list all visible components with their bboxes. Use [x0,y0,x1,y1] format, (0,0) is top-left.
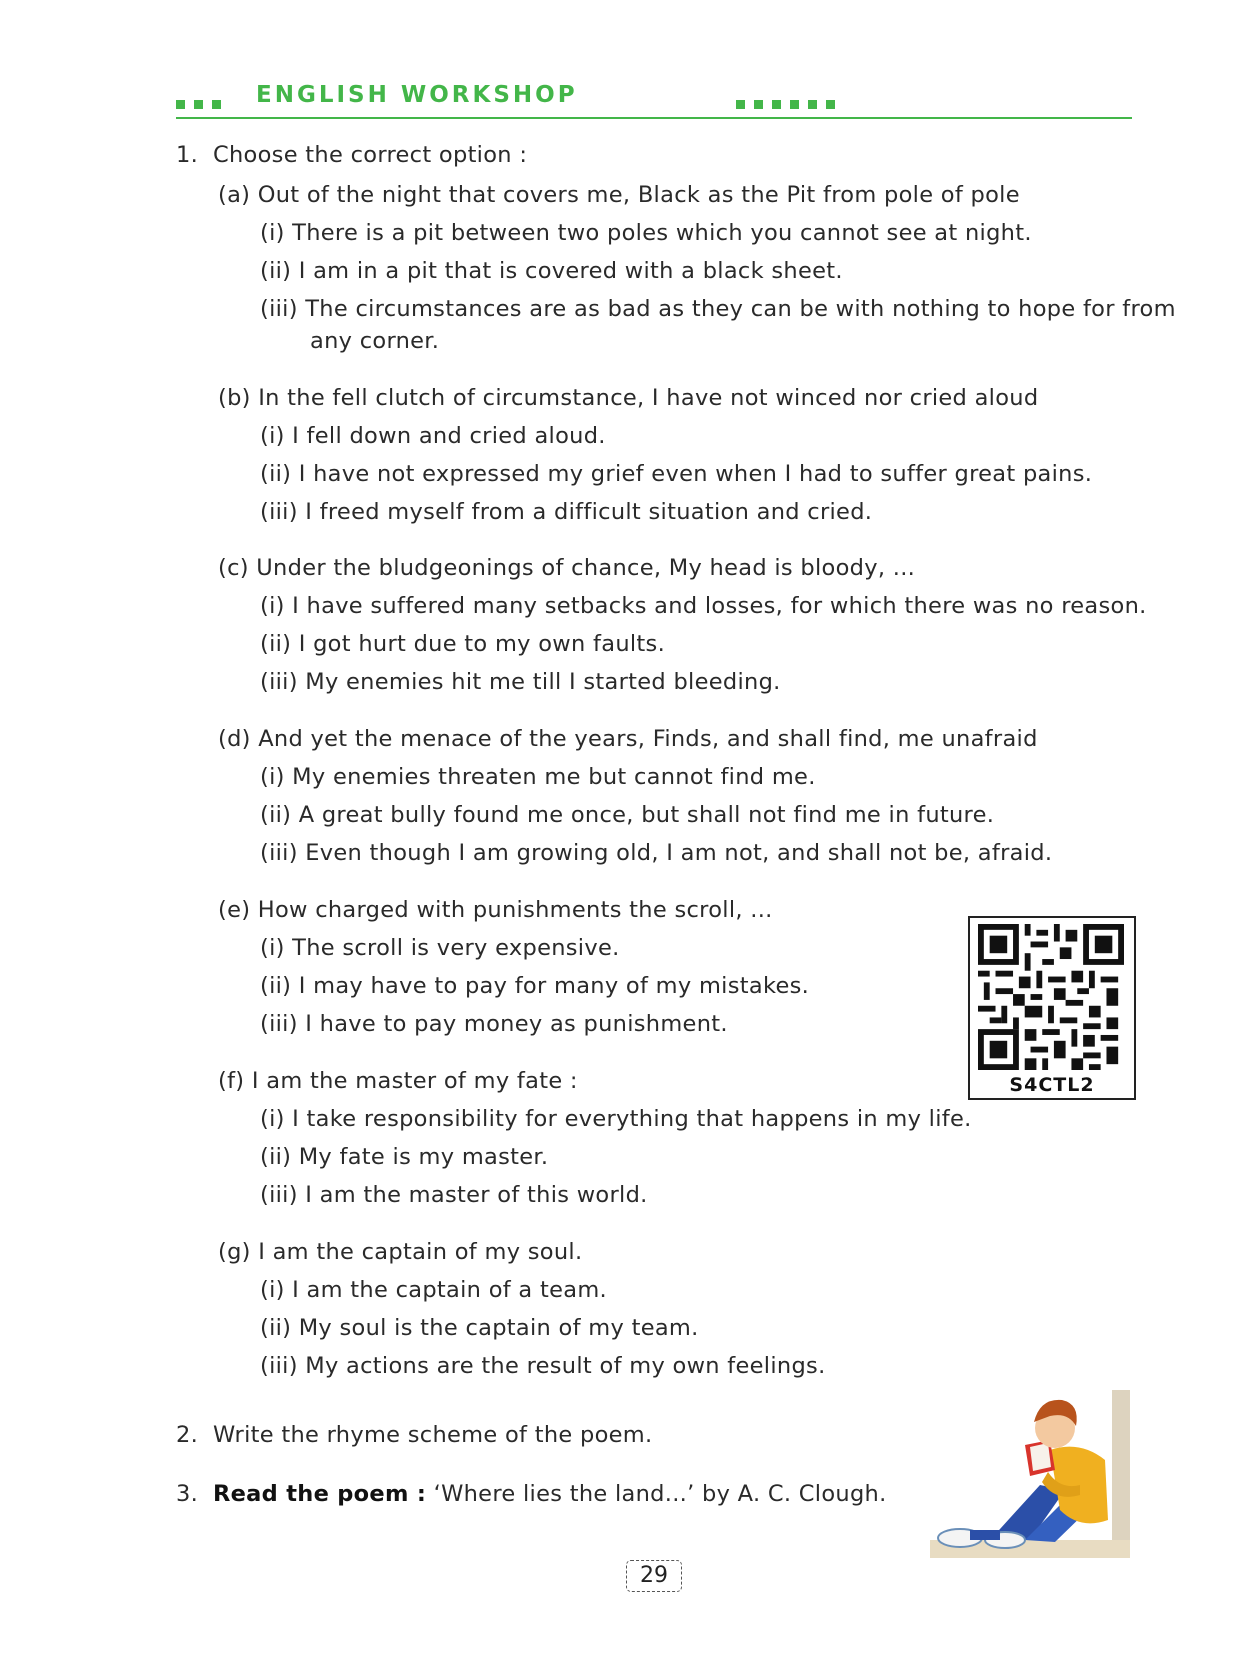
subquestion-c [218,553,915,583]
option-f-2: (ii) My fate is my master. [260,1144,549,1170]
question-number: 3. [176,1481,199,1507]
sub-text: In the fell clutch of circumstance, I have not winced nor cried aloud [258,385,1039,411]
sub-text: I am the master of my fate : [251,1068,578,1094]
section-header [176,80,1132,120]
option-d-1: (i) My enemies threaten me but cannot find me. [260,764,816,790]
subquestion-e [218,895,773,925]
page-number: 29 [626,1560,682,1592]
option-g-1: (i) I am the captain of a team. [260,1277,607,1303]
question-number: 2. [176,1422,199,1448]
option-e-1: (i) The scroll is very expensive. [260,935,620,961]
option-d-3: (iii) Even though I am growing old, I am not, and shall not be, afraid. [260,840,1053,866]
sub-text: How charged with punishments the scroll, ... [257,897,773,923]
header-rule [176,117,1132,119]
question-3 [176,1479,887,1509]
subquestion-a [218,180,1020,210]
sub-text: And yet the menace of the years, Finds, and shall find, me unafraid [258,726,1038,752]
sub-text: Out of the night that covers me, Black as the Pit from pole of pole [257,182,1020,208]
sub-label: (c) [218,555,249,581]
question-number: 1. [176,142,199,168]
subquestion-d [218,724,1038,754]
sub-label: (e) [218,897,251,923]
subquestion-b [218,383,1038,413]
sub-label: (a) [218,182,251,208]
question-text: Write the rhyme scheme of the poem. [212,1422,653,1448]
option-f-3: (iii) I am the master of this world. [260,1182,648,1208]
qr-pattern-icon [976,924,1126,1070]
boy-reading-illustration [930,1390,1130,1558]
option-c-3: (iii) My enemies hit me till I started bleeding. [260,669,781,695]
sub-text: Under the bludgeonings of chance, My head is bloody, ... [256,555,916,581]
question-bold-lead: Read the poem : [212,1481,427,1507]
question-1 [176,140,527,170]
qr-code-label: S4CTL2 [1009,1074,1095,1096]
option-g-3: (iii) My actions are the result of my own feelings. [260,1353,826,1379]
header-squares-left [176,94,230,113]
qr-code[interactable] [968,916,1136,1100]
question-text: ‘Where lies the land...’ by A. C. Clough. [426,1481,887,1507]
option-b-2: (ii) I have not expressed my grief even when I had to suffer great pains. [260,461,1093,487]
option-b-3: (iii) I freed myself from a difficult situation and cried. [260,499,873,525]
question-2 [176,1420,652,1450]
option-c-2: (ii) I got hurt due to my own faults. [260,631,666,657]
option-d-2: (ii) A great bully found me once, but shall not find me in future. [260,802,995,828]
sub-label: (g) [218,1239,251,1265]
option-e-2: (ii) I may have to pay for many of my mistakes. [260,973,810,999]
section-title: ENGLISH WORKSHOP [256,82,578,108]
header-squares-right [736,94,844,113]
subquestion-g [218,1237,582,1267]
boy-reading-icon [930,1390,1130,1558]
sub-label: (d) [218,726,251,752]
option-g-2: (ii) My soul is the captain of my team. [260,1315,699,1341]
option-b-1: (i) I fell down and cried aloud. [260,423,606,449]
subquestion-f [218,1066,578,1096]
sub-label: (b) [218,385,251,411]
option-e-3: (iii) I have to pay money as punishment. [260,1011,728,1037]
option-a-1: (i) There is a pit between two poles which you cannot see at night. [260,220,1032,246]
option-f-1: (i) I take responsibility for everything that happens in my life. [260,1106,972,1132]
option-a-3: (iii) The circumstances are as bad as they can be with nothing to hope for from [260,296,1176,322]
option-a-2: (ii) I am in a pit that is covered with a black sheet. [260,258,843,284]
option-c-1: (i) I have suffered many setbacks and losses, for which there was no reason. [260,593,1147,619]
sub-label: (f) [218,1068,245,1094]
sub-text: I am the captain of my soul. [258,1239,583,1265]
option-a-3-continued: any corner. [310,328,440,354]
question-prompt: Choose the correct option : [212,142,528,168]
